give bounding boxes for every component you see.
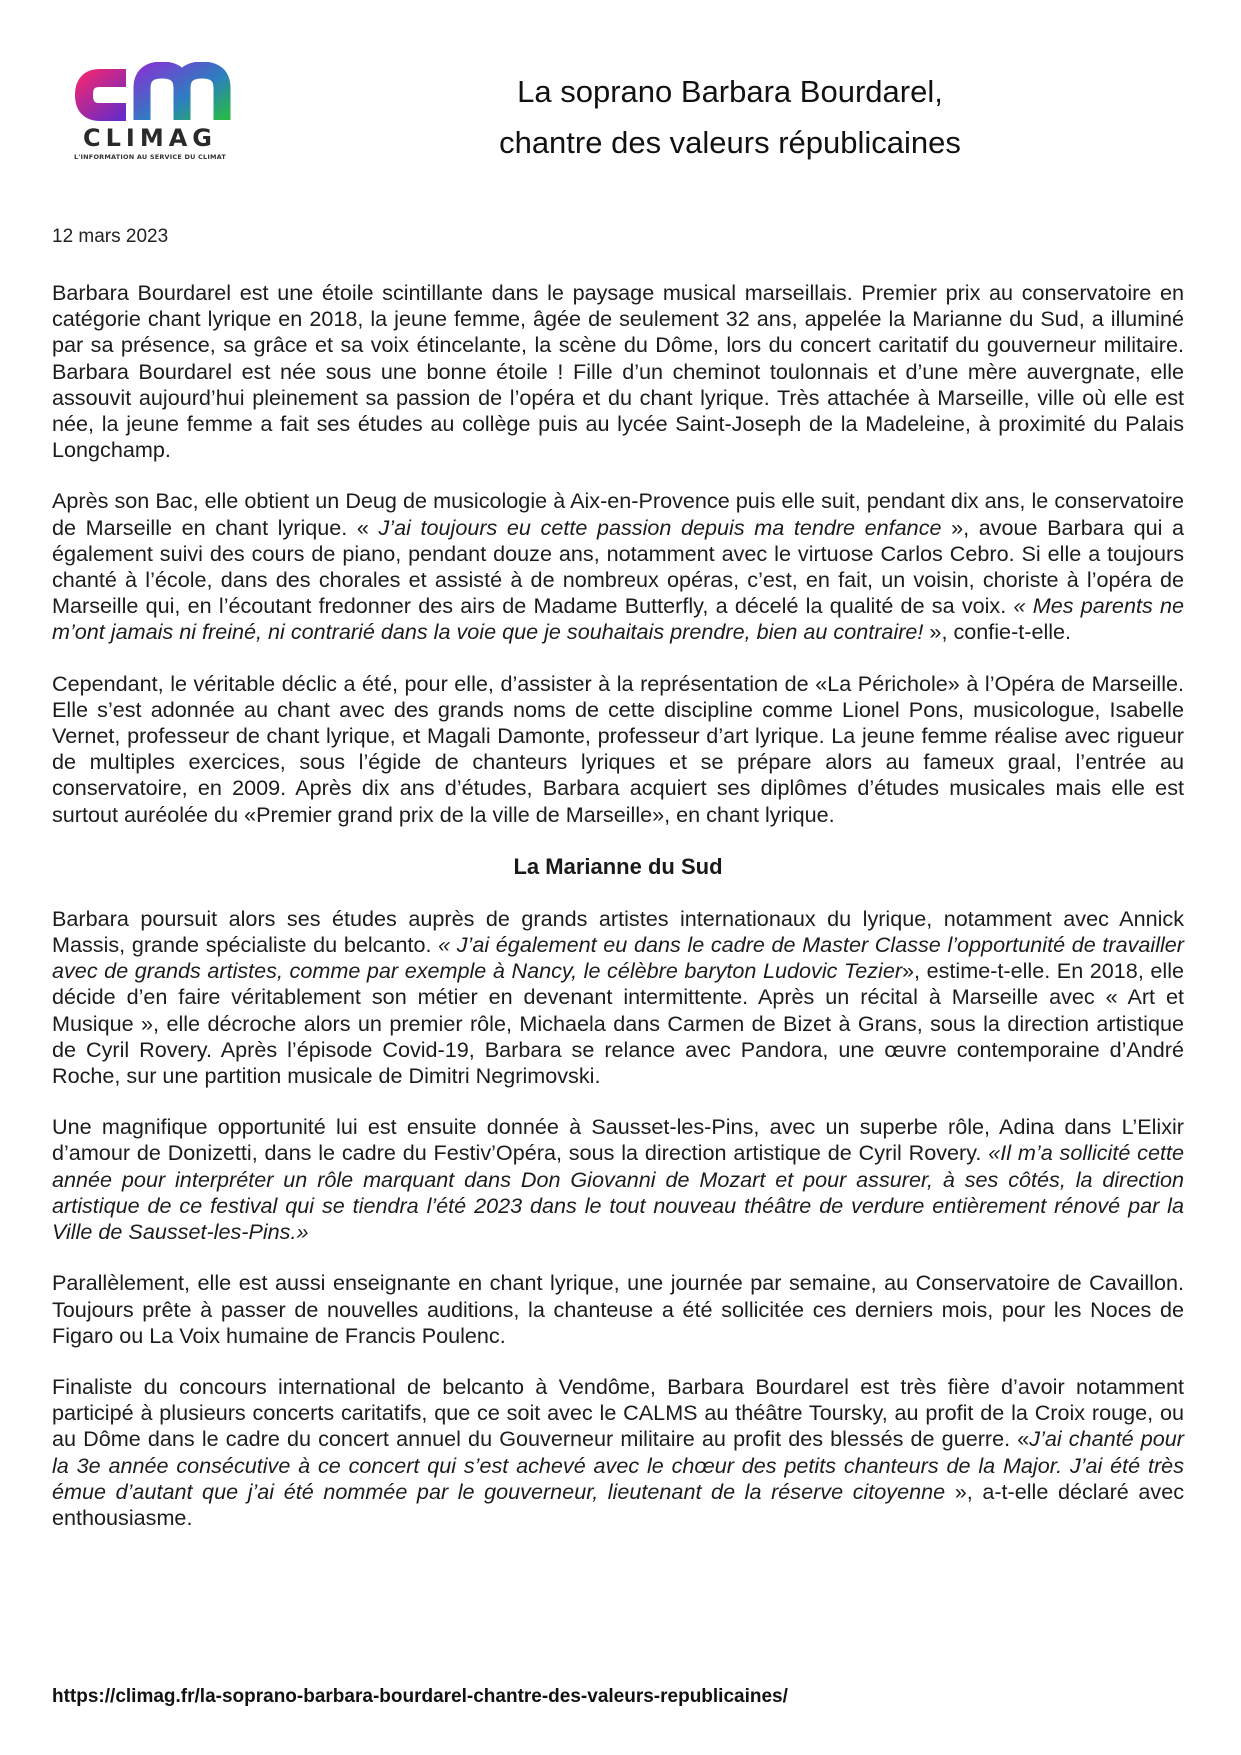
text-segment: Une magnifique opportunité lui est ensuite donnée à Sausset-les-Pins, avec un superbe rôle, Adina dans L’Elixir d’amour de Donizetti, dans le cadre du Festiv’Opéra, sous la direction artistique de Cyril Rovery. (52, 1114, 1184, 1166)
paragraph-7 (52, 1374, 1184, 1531)
text-segment: », estime-t-elle. En 2018, elle décide d’en faire véritablement son métier en devenant intermittente. Après un récital à Marseille avec « Art et Musique », elle décroche alors un premier rôle, Michaela dans Carmen de Bizet à Grans, sous la direction artistique de Cyril Rovery. Après l’épisode Covid-19, Barbara se relance avec Pandora, une œuvre contemporaine d’André Roche, sur une partition musicale de Dimitri Negrimovski. (52, 958, 1185, 1089)
quote: J’ai toujours eu cette passion depuis ma tendre enfance (378, 514, 942, 540)
paragraph-6: Parallèlement, elle est aussi enseignante en chant lyrique, une journée par semaine, au Conservatoire de Cavaillon. Toujours prête à passer de nouvelles auditions, la chanteuse a été sollicitée ces derniers mois, pour les Noces de Figaro ou La Voix humaine de Francis Poulenc. (52, 1270, 1184, 1348)
text-segment: Barbara poursuit alors ses études auprès de grands artistes internationaux du lyrique, notamment avec Annick Massis, grande spécialiste du belcanto. (52, 905, 1184, 958)
article-date: 12 mars 2023 (52, 226, 169, 247)
text-segment: », confie-t-elle. (923, 619, 1072, 645)
text-segment: », avoue Barbara qui a également suivi des cours de piano, pendant douze ans, notamment avec le virtuose Carlos Cebro. Si elle a toujours chanté à l’école, dans des chorales et assisté à de nombreux opéras, c’est, en fait, un voisin, choriste à l’opéra de Marseille qui, en l’écoutant fredonner des airs de Madame Butterfly, a décelé la qualité de sa voix. (52, 514, 1184, 619)
quote: «Il m’a sollicité cette année pour interpréter un rôle marquant dans Don Giovanni de Mozart et pour assurer, à ses côtés, la direction artistique de ce festival qui se tiendra l’été 2023 dans le tout nouveau théâtre de verdure entièrement rénové par la Ville de Sausset-les-Pins.» (52, 1140, 1184, 1245)
climag-logo (66, 62, 234, 168)
logo-wordmark: CLIMAG (83, 124, 217, 152)
title-line-2: chantre des valeurs républicaines (499, 125, 961, 160)
paragraph-5 (52, 1114, 1184, 1245)
paragraph-2 (52, 488, 1184, 645)
article-title (410, 66, 1050, 168)
text-segment: Finaliste du concours international de belcanto à Vendôme, Barbara Bourdarel est très fière d’avoir notamment participé à plusieurs concerts caritatifs, que ce soit avec le CALMS au théâtre Toursky, au profit de la Croix rouge, ou au Dôme dans le cadre du concert annuel du Gouverneur militaire au profit des blessés de guerre. « (52, 1373, 1184, 1452)
paragraph-3: Cependant, le véritable déclic a été, pour elle, d’assister à la représentation de «La Périchole» à l’Opéra de Marseille. Elle s’est adonnée au chant avec des grands noms de cette discipline comme Lionel Pons, musicologue, Isabelle Vernet, professeur de chant lyrique, et Magali Damonte, professeur d’art lyrique. La jeune femme réalise avec rigueur de multiples exercices, sous l’égide de chanteurs lyriques et se prépare alors au fameux graal, l’entrée au conservatoire, en 2009. Après dix ans d’études, Barbara acquiert ses diplômes d’études musicales mais elle est surtout auréolée du «Premier grand prix de la ville de Marseille», en chant lyrique. (52, 670, 1184, 827)
quote: J’ai chanté pour la 3e année consécutive à ce concert qui s’est achevé avec le chœur des petits chanteurs de la Major. J’ai été très émue d’autant que j’ai été nommée par le gouverneur, lieutenant de la réserve citoyenne (52, 1426, 1184, 1504)
quote: « J’ai également eu dans le cadre de Master Classe l’opportunité de travailler avec de grands artistes, comme par exemple à Nancy, le célèbre baryton Ludovic Tezier (52, 932, 1184, 984)
cm-monogram-icon (66, 62, 234, 124)
title-line-1: La soprano Barbara Bourdarel, (517, 74, 943, 109)
article-body (52, 280, 1184, 1556)
source-url-link[interactable]: https://climag.fr/la-soprano-barbara-bourdarel-chantre-des-valeurs-republicaines/ (52, 1686, 788, 1707)
text-segment: Après son Bac, elle obtient un Deug de musicologie à Aix-en-Provence puis elle suit, pendant dix ans, le conservatoire de Marseille en chant lyrique. « (52, 488, 1184, 540)
quote: « Mes parents ne m’ont jamais ni freiné, ni contrarié dans la voie que je souhaitais prendre, bien au contraire! (52, 593, 1184, 645)
text-segment: », a-t-elle déclaré avec enthousiasme. (52, 1478, 1184, 1530)
paragraph-4 (52, 906, 1184, 1089)
section-subheading: La Marianne du Sud (513, 853, 723, 879)
paragraph-1: Barbara Bourdarel est une étoile scintillante dans le paysage musical marseillais. Premier prix au conservatoire en catégorie chant lyrique en 2018, la jeune femme, âgée de seulement 32 ans, appelée la Marianne du Sud, a illuminé par sa présence, sa grâce et sa voix étincelante, la scène du Dôme, lors du concert caritatif du gouverneur militaire. Barbara Bourdarel est née sous une bonne étoile ! Fille d’un cheminot toulonnais et d’une mère auvergnate, elle assouvit aujourd’hui pleinement sa passion de l’opéra et du chant lyrique. Très attachée à Marseille, ville où elle est née, la jeune femme a fait ses études au collège puis au lycée Saint-Joseph de la Madeleine, à proximité du Palais Longchamp. (52, 280, 1184, 463)
logo-tagline: L'INFORMATION AU SERVICE DU CLIMAT (74, 153, 226, 161)
